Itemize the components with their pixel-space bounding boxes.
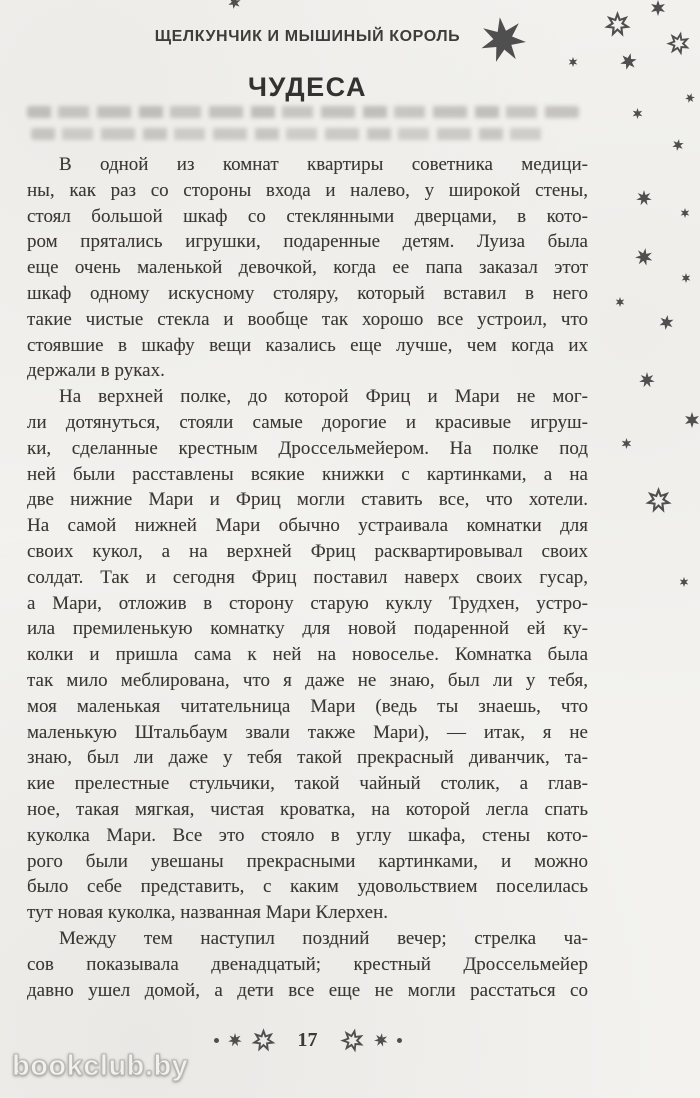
watermark-bookclub: bookclub.by: [12, 1050, 189, 1082]
text-line: такие чистые стекла и вообще так хорошо все устроил, что: [27, 308, 588, 330]
six-point-star-icon: [618, 435, 635, 452]
six-point-star-icon: [656, 312, 677, 333]
text-line: моя маленькая читательница Мари (ведь ты знаешь, что: [27, 695, 588, 717]
text-line: ны, как раз со стороны входа и налево, у широкой стены,: [27, 179, 588, 201]
text-line: шкаф одному искусному столяру, который вставил в него: [27, 282, 588, 304]
running-head: ЩЕЛКУНЧИК И МЫШИНЫЙ КОРОЛЬ: [154, 28, 461, 45]
text-line: стоявшие в шкафу вещи казались еще лучше, чем когда их: [27, 334, 588, 356]
six-point-star-icon: [677, 205, 693, 221]
text-line: маленькую Штальбаум звали также Мари), — итак, я не: [27, 721, 588, 743]
text-line: ки, сделанные крестным Дроссельмейером. На полке под: [27, 437, 588, 459]
text-line: ное, такая мягкая, чистая кроватка, на которой легла спать: [27, 798, 588, 820]
text-line: сов показывала двенадцатый; крестный Дроссельмейер: [27, 953, 588, 975]
text-line: тут новая куколка, названная Мари Клерхен.: [27, 902, 388, 924]
text-line: Между тем наступил поздний вечер; стрелка ча-: [59, 927, 588, 949]
text-line: две нижние Мари и Фриц могли ставить все, что хотели.: [27, 489, 588, 511]
star-filled-icon: [371, 1030, 391, 1050]
dot-ornament: [214, 1038, 219, 1043]
six-point-star-icon: [565, 54, 581, 70]
star-outline-icon: [340, 1028, 365, 1053]
text-line: ли дотянуться, стояли самые дорогие и красивые игруш-: [27, 411, 588, 433]
seven-point-star-icon: [477, 14, 529, 66]
six-point-star-icon: [647, 0, 669, 19]
text-line: рого были увешаны прекрасными картинками, и можно: [27, 850, 588, 872]
six-point-star-icon: [678, 270, 694, 286]
six-point-star-icon: [681, 409, 700, 431]
text-line: На верхней полке, до которой Фриц и Мари не мог-: [59, 386, 588, 408]
six-point-star-icon: [617, 50, 640, 73]
chapter-title: ЧУДЕСА: [248, 72, 367, 102]
showthrough-ghost-line: [31, 128, 547, 140]
text-line: солдат. Так и сегодня Фриц поставил наверх своих гусар,: [27, 566, 588, 588]
text-line: ней были расставлены всякие книжки с картинками, а на: [27, 463, 588, 485]
text-line: ила премиленькую комнатку для новой подаренной ей ку-: [27, 618, 588, 640]
text-line: держали в руках.: [27, 360, 165, 382]
dot-ornament: [397, 1038, 402, 1043]
star-outline-icon: [251, 1028, 276, 1053]
seven-point-star-icon: [636, 369, 658, 391]
text-line: ром прятались игрушки, подаренные детям. Луиза была: [27, 231, 588, 253]
text-line: куколка Мари. Все это стояло в углу шкафа, стены кото-: [27, 824, 588, 846]
showthrough-ghost-line: [27, 106, 579, 118]
text-line: кие прелестные стульчики, такой чайный столик, а глав-: [27, 773, 588, 795]
text-line: так мило меблирована, что я даже не знаю, был ли у тебя,: [27, 669, 588, 691]
text-line: стоял большой шкаф со стеклянными дверцами, в кото-: [27, 205, 588, 227]
text-line: На самой нижней Мари обычно устраивала комнатки для: [27, 515, 588, 537]
text-line: своих кукол, а на верхней Фриц расквартировывал своих: [27, 540, 588, 562]
six-point-star-icon: [676, 574, 692, 590]
text-line: было себе представить, с каким удовольствием поселилась: [27, 876, 588, 898]
text-line: колки и пришла сама к ней на новоселье. Комнатка была: [27, 644, 588, 666]
text-line: а Мари, отложив в сторону старую куклу Трудхен, устро-: [27, 592, 588, 614]
seven-point-star-icon: [645, 487, 672, 514]
seven-point-star-icon: [632, 245, 656, 269]
text-line: еще очень маленькой девочкой, когда ее папа заказал этот: [27, 257, 588, 279]
text-line: знаю, был ли даже у тебя такой прекрасный диванчик, та-: [27, 747, 588, 769]
text-line: В одной из комнат квартиры советника медици-: [59, 154, 588, 175]
seven-point-star-icon: [633, 187, 655, 209]
six-point-star-icon: [629, 105, 646, 122]
seven-point-star-icon: [666, 31, 691, 56]
seven-point-star-icon: [604, 11, 631, 38]
star-filled-icon: [225, 1030, 245, 1050]
six-point-star-icon: [669, 136, 687, 154]
six-point-star-icon: [225, 0, 244, 12]
six-point-star-icon: [682, 90, 698, 106]
body-text: [27, 154, 588, 1005]
page-number: 17: [297, 1028, 318, 1051]
text-line: давно ушел домой, а дети все еще не могли расстаться со: [27, 979, 588, 1001]
six-point-star-icon: [612, 294, 628, 310]
